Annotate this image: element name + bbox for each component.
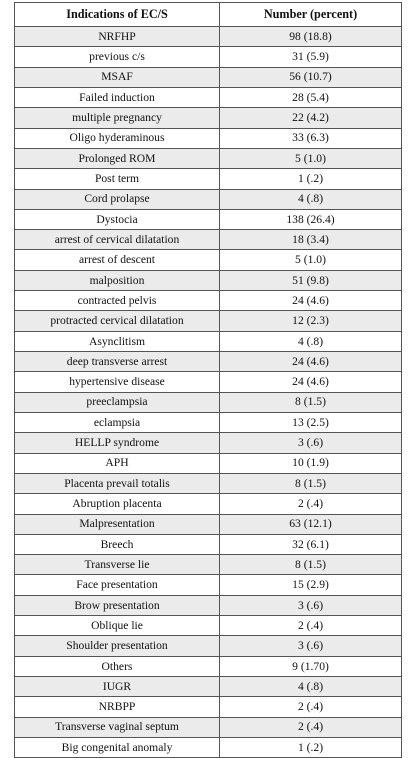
table-row (15, 677, 402, 697)
number-percent-cell: 98 (18.8) (220, 27, 402, 47)
number-percent-cell: 1 (.2) (220, 169, 402, 189)
indication-cell: preeclampsia (15, 392, 220, 412)
number-percent-cell: 24 (4.6) (220, 372, 402, 392)
indication-cell: Malpresentation (15, 514, 220, 534)
table-body (15, 27, 402, 758)
indication-cell: NRFHP (15, 27, 220, 47)
indication-cell: malposition (15, 270, 220, 290)
number-percent-cell: 31 (5.9) (220, 47, 402, 67)
indication-cell: APH (15, 453, 220, 473)
table-row (15, 291, 402, 311)
indication-cell: Brow presentation (15, 595, 220, 615)
indication-cell: Prolonged ROM (15, 148, 220, 168)
table-row (15, 67, 402, 87)
table-row (15, 412, 402, 432)
table-row (15, 169, 402, 189)
indication-cell: contracted pelvis (15, 291, 220, 311)
number-percent-cell: 13 (2.5) (220, 412, 402, 432)
indication-cell: eclampsia (15, 412, 220, 432)
table-row (15, 250, 402, 270)
number-percent-cell: 2 (.4) (220, 697, 402, 717)
indication-cell: Cord prolapse (15, 189, 220, 209)
table-header-row (15, 3, 402, 27)
number-percent-cell: 12 (2.3) (220, 311, 402, 331)
number-percent-cell: 2 (.4) (220, 494, 402, 514)
table-row (15, 473, 402, 493)
table-row (15, 534, 402, 554)
indication-cell: MSAF (15, 67, 220, 87)
indication-cell: Post term (15, 169, 220, 189)
table-row (15, 230, 402, 250)
table-row (15, 311, 402, 331)
number-percent-cell: 63 (12.1) (220, 514, 402, 534)
number-percent-cell: 138 (26.4) (220, 209, 402, 229)
indication-cell: Breech (15, 534, 220, 554)
indication-cell: HELLP syndrome (15, 433, 220, 453)
table-row (15, 697, 402, 717)
indication-cell: Dystocia (15, 209, 220, 229)
number-percent-cell: 32 (6.1) (220, 534, 402, 554)
number-percent-cell: 51 (9.8) (220, 270, 402, 290)
table-row (15, 636, 402, 656)
table-row (15, 514, 402, 534)
number-percent-cell: 2 (.4) (220, 717, 402, 737)
table-row (15, 189, 402, 209)
indication-cell: Abruption placenta (15, 494, 220, 514)
table-row (15, 87, 402, 107)
number-percent-cell: 3 (.6) (220, 433, 402, 453)
indication-cell: protracted cervical dilatation (15, 311, 220, 331)
number-percent-cell: 15 (2.9) (220, 575, 402, 595)
table-row (15, 352, 402, 372)
table-row (15, 453, 402, 473)
header-number-percent: Number (percent) (220, 3, 402, 27)
table-row (15, 737, 402, 757)
number-percent-cell: 8 (1.5) (220, 473, 402, 493)
table-row (15, 108, 402, 128)
table-row (15, 616, 402, 636)
table-row (15, 270, 402, 290)
number-percent-cell: 4 (.8) (220, 189, 402, 209)
indication-cell: Shoulder presentation (15, 636, 220, 656)
number-percent-cell: 8 (1.5) (220, 392, 402, 412)
number-percent-cell: 4 (.8) (220, 677, 402, 697)
number-percent-cell: 18 (3.4) (220, 230, 402, 250)
number-percent-cell: 8 (1.5) (220, 555, 402, 575)
indication-cell: Transverse vaginal septum (15, 717, 220, 737)
number-percent-cell: 28 (5.4) (220, 87, 402, 107)
table-row (15, 555, 402, 575)
indication-cell: previous c/s (15, 47, 220, 67)
table-row (15, 128, 402, 148)
number-percent-cell: 24 (4.6) (220, 291, 402, 311)
indication-cell: Asynclitism (15, 331, 220, 351)
table-row (15, 433, 402, 453)
indication-cell: deep transverse arrest (15, 352, 220, 372)
number-percent-cell: 1 (.2) (220, 737, 402, 757)
table-row (15, 595, 402, 615)
number-percent-cell: 4 (.8) (220, 331, 402, 351)
indication-cell: arrest of cervical dilatation (15, 230, 220, 250)
indication-cell: NRBPP (15, 697, 220, 717)
table-row (15, 372, 402, 392)
indication-cell: arrest of descent (15, 250, 220, 270)
indication-cell: Others (15, 656, 220, 676)
table-row (15, 656, 402, 676)
indication-cell: Face presentation (15, 575, 220, 595)
indication-cell: Placenta prevail totalis (15, 473, 220, 493)
table-row (15, 148, 402, 168)
indication-cell: Big congenital anomaly (15, 737, 220, 757)
number-percent-cell: 56 (10.7) (220, 67, 402, 87)
indication-cell: hypertensive disease (15, 372, 220, 392)
header-indications: Indications of EC/S (15, 3, 220, 27)
indication-cell: Oblique lie (15, 616, 220, 636)
number-percent-cell: 24 (4.6) (220, 352, 402, 372)
indication-cell: Oligo hyderaminous (15, 128, 220, 148)
number-percent-cell: 5 (1.0) (220, 250, 402, 270)
indication-cell: Failed induction (15, 87, 220, 107)
number-percent-cell: 2 (.4) (220, 616, 402, 636)
number-percent-cell: 3 (.6) (220, 595, 402, 615)
number-percent-cell: 22 (4.2) (220, 108, 402, 128)
table-row (15, 494, 402, 514)
table-row (15, 209, 402, 229)
indication-cell: Transverse lie (15, 555, 220, 575)
table-row (15, 392, 402, 412)
table-row (15, 717, 402, 737)
table-row (15, 47, 402, 67)
number-percent-cell: 10 (1.9) (220, 453, 402, 473)
number-percent-cell: 3 (.6) (220, 636, 402, 656)
table-row (15, 27, 402, 47)
table-row (15, 575, 402, 595)
table-row (15, 331, 402, 351)
indication-cell: multiple pregnancy (15, 108, 220, 128)
indications-table (14, 2, 402, 758)
indication-cell: IUGR (15, 677, 220, 697)
number-percent-cell: 9 (1.70) (220, 656, 402, 676)
number-percent-cell: 33 (6.3) (220, 128, 402, 148)
number-percent-cell: 5 (1.0) (220, 148, 402, 168)
